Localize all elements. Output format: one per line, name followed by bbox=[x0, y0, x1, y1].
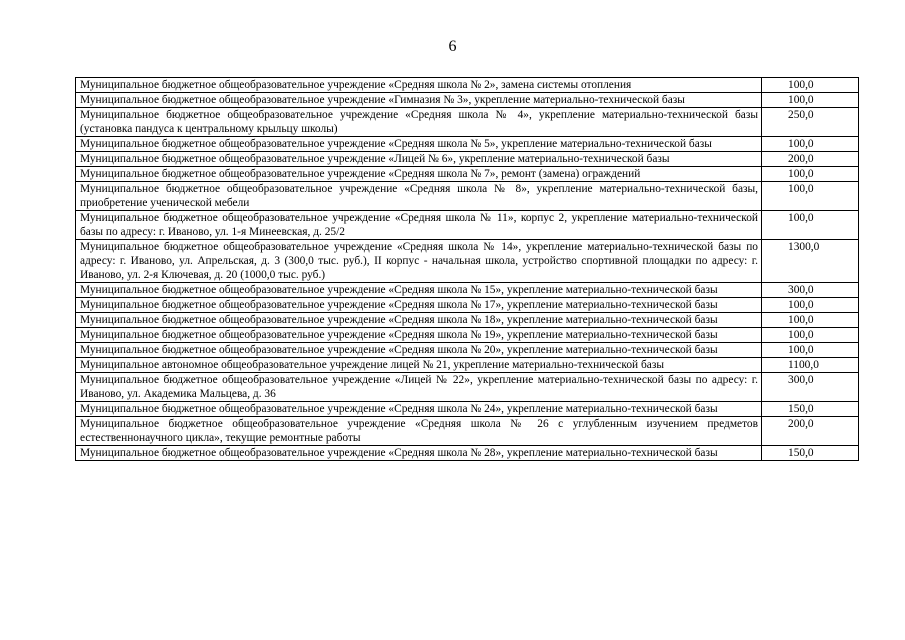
institution-description: Муниципальное бюджетное общеобразовательное учреждение «Средняя школа № 18», укрепление материально-технической базы bbox=[76, 313, 762, 328]
table-row bbox=[76, 446, 859, 461]
funding-amount: 100,0 bbox=[762, 93, 859, 108]
table-row bbox=[76, 402, 859, 417]
institution-description: Муниципальное бюджетное общеобразовательное учреждение «Средняя школа № 8», укрепление материально-технической базы, приобретение ученической мебели bbox=[76, 182, 762, 211]
institution-description: Муниципальное бюджетное общеобразовательное учреждение «Средняя школа № 24», укрепление материально-технической базы bbox=[76, 402, 762, 417]
funding-amount: 200,0 bbox=[762, 417, 859, 446]
page-number: 6 bbox=[448, 38, 457, 55]
table-row bbox=[76, 417, 859, 446]
funding-amount: 1100,0 bbox=[762, 358, 859, 373]
funding-amount: 100,0 bbox=[762, 343, 859, 358]
funding-amount: 150,0 bbox=[762, 446, 859, 461]
funding-table-body bbox=[76, 78, 859, 461]
institution-description: Муниципальное бюджетное общеобразовательное учреждение «Средняя школа № 2», замена системы отопления bbox=[76, 78, 762, 93]
funding-amount: 200,0 bbox=[762, 152, 859, 167]
institution-description: Муниципальное бюджетное общеобразовательное учреждение «Средняя школа № 17», укрепление материально-технической базы bbox=[76, 298, 762, 313]
institution-description: Муниципальное бюджетное общеобразовательное учреждение «Средняя школа № 5», укрепление материально-технической базы bbox=[76, 137, 762, 152]
table-row bbox=[76, 78, 859, 93]
table-row bbox=[76, 93, 859, 108]
funding-amount: 100,0 bbox=[762, 137, 859, 152]
funding-amount: 150,0 bbox=[762, 402, 859, 417]
table-row bbox=[76, 298, 859, 313]
funding-amount: 100,0 bbox=[762, 211, 859, 240]
institution-description: Муниципальное бюджетное общеобразовательное учреждение «Средняя школа № 14», укрепление материально-технической базы по адресу: г. Иваново, ул. Апрельская, д. 3 (300,0 тыс. руб.), II корпус - начальная школа, устройство спортивной площадки по адресу: г. Иваново, ул. 2-я Ключевая, д. 20 (1000,0 тыс. руб.) bbox=[76, 240, 762, 283]
funding-amount: 250,0 bbox=[762, 108, 859, 137]
institution-description: Муниципальное бюджетное общеобразовательное учреждение «Средняя школа № 26 с углубленным изучением предметов естественнонаучного цикла», текущие ремонтные работы bbox=[76, 417, 762, 446]
institution-description: Муниципальное бюджетное общеобразовательное учреждение «Лицей № 6», укрепление материально-технической базы bbox=[76, 152, 762, 167]
funding-amount: 100,0 bbox=[762, 328, 859, 343]
table-row bbox=[76, 182, 859, 211]
table-row bbox=[76, 137, 859, 152]
funding-amount: 100,0 bbox=[762, 313, 859, 328]
institution-description: Муниципальное бюджетное общеобразовательное учреждение «Средняя школа № 11», корпус 2, укрепление материально-технической базы по адресу: г. Иваново, ул. 1-я Минеевская, д. 25/2 bbox=[76, 211, 762, 240]
table-row bbox=[76, 358, 859, 373]
table-row bbox=[76, 211, 859, 240]
funding-amount: 300,0 bbox=[762, 373, 859, 402]
institution-description: Муниципальное бюджетное общеобразовательное учреждение «Лицей № 22», укрепление материально-технической базы по адресу: г. Иваново, ул. Академика Мальцева, д. 36 bbox=[76, 373, 762, 402]
funding-amount: 100,0 bbox=[762, 182, 859, 211]
table-row bbox=[76, 108, 859, 137]
table-row bbox=[76, 328, 859, 343]
institution-description: Муниципальное бюджетное общеобразовательное учреждение «Средняя школа № 7», ремонт (замена) ограждений bbox=[76, 167, 762, 182]
table-row bbox=[76, 343, 859, 358]
institution-description: Муниципальное бюджетное общеобразовательное учреждение «Средняя школа № 15», укрепление материально-технической базы bbox=[76, 283, 762, 298]
institution-description: Муниципальное бюджетное общеобразовательное учреждение «Средняя школа № 19», укрепление материально-технической базы bbox=[76, 328, 762, 343]
funding-table bbox=[75, 77, 859, 461]
table-row bbox=[76, 313, 859, 328]
funding-amount: 100,0 bbox=[762, 167, 859, 182]
funding-amount: 100,0 bbox=[762, 78, 859, 93]
table-row bbox=[76, 373, 859, 402]
institution-description: Муниципальное бюджетное общеобразовательное учреждение «Средняя школа № 20», укрепление материально-технической базы bbox=[76, 343, 762, 358]
table-row bbox=[76, 152, 859, 167]
table-row bbox=[76, 283, 859, 298]
funding-amount: 1300,0 bbox=[762, 240, 859, 283]
institution-description: Муниципальное бюджетное общеобразовательное учреждение «Средняя школа № 4», укрепление материально-технической базы (установка пандуса к центральному крыльцу школы) bbox=[76, 108, 762, 137]
funding-amount: 300,0 bbox=[762, 283, 859, 298]
table-row bbox=[76, 240, 859, 283]
table-row bbox=[76, 167, 859, 182]
institution-description: Муниципальное автономное общеобразовательное учреждение лицей № 21, укрепление материально-технической базы bbox=[76, 358, 762, 373]
institution-description: Муниципальное бюджетное общеобразовательное учреждение «Средняя школа № 28», укрепление материально-технической базы bbox=[76, 446, 762, 461]
funding-amount: 100,0 bbox=[762, 298, 859, 313]
institution-description: Муниципальное бюджетное общеобразовательное учреждение «Гимназия № 3», укрепление материально-технической базы bbox=[76, 93, 762, 108]
